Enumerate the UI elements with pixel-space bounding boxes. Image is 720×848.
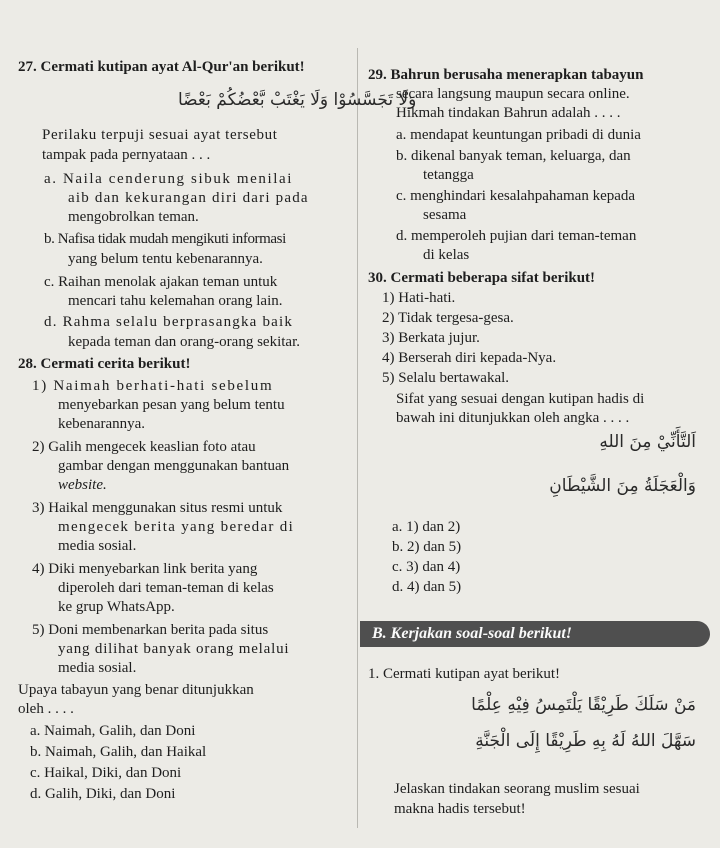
q28-option-b[interactable]: b. Naimah, Galih, dan Haikal bbox=[30, 744, 207, 760]
q27-prompt-line1: Perilaku terpuji sesuai ayat tersebut bbox=[42, 127, 278, 143]
q29-option-a[interactable]: a. mendapat keuntungan pribadi di dunia bbox=[396, 127, 641, 143]
b-q1-title: 1. Cermati kutipan ayat berikut! bbox=[368, 666, 561, 682]
q27-option-d-line2: kepada teman dan orang-orang sekitar. bbox=[68, 334, 300, 350]
q30-item-5: 5) Selalu bertawakal. bbox=[382, 370, 510, 386]
q29-line1: secara langsung maupun secara online. bbox=[396, 86, 630, 102]
q28-item-2-line2: gambar dengan menggunakan bantuan bbox=[58, 458, 290, 474]
q28-item-1: 1) Naimah berhati-hati sebelum bbox=[32, 378, 274, 394]
q28-item-5-line2: yang dilihat banyak orang melalui bbox=[58, 641, 290, 657]
q30-item-3: 3) Berkata jujur. bbox=[382, 330, 480, 346]
q30-title: 30. Cermati beberapa sifat berikut! bbox=[368, 270, 596, 286]
q29-line2: Hikmah tindakan Bahrun adalah . . . . bbox=[396, 105, 621, 121]
q29-title: 29. Bahrun berusaha menerapkan tabayun bbox=[368, 67, 644, 83]
q28-prompt-line1: Upaya tabayun yang benar ditunjukkan bbox=[18, 682, 254, 698]
q28-option-d[interactable]: d. Galih, Diki, dan Doni bbox=[30, 786, 176, 802]
q28-item-5-line3: media sosial. bbox=[58, 660, 137, 676]
q30-item-2: 2) Tidak tergesa-gesa. bbox=[382, 310, 514, 326]
q28-title: 28. Cermati cerita berikut! bbox=[18, 356, 191, 372]
q28-item-2: 2) Galih mengecek keaslian foto atau bbox=[32, 439, 256, 455]
q27-option-c[interactable]: c. Raihan menolak ajakan teman untuk bbox=[44, 274, 278, 290]
q28-item-3-line3: media sosial. bbox=[58, 538, 137, 554]
q30-item-4: 4) Berserah diri kepada-Nya. bbox=[382, 350, 557, 366]
q30-hadith-line1: اَلتَّأَنِّيْ مِنَ اللهِ bbox=[599, 432, 696, 452]
q30-prompt-line1: Sifat yang sesuai dengan kutipan hadis di bbox=[396, 391, 645, 407]
q28-option-c[interactable]: c. Haikal, Diki, dan Doni bbox=[30, 765, 182, 781]
q28-item-3-line2: mengecek berita yang beredar di bbox=[58, 519, 295, 535]
q29-option-d[interactable]: d. memperoleh pujian dari teman-teman bbox=[396, 228, 637, 244]
q28-prompt-line2: oleh . . . . bbox=[18, 701, 74, 717]
q30-option-b[interactable]: b. 2) dan 5) bbox=[392, 539, 462, 555]
column-divider bbox=[357, 48, 358, 828]
b-q1-hadith-line2: سَهَّلَ اللهُ لَهُ بِهِ طَرِيْقًا إِلَى الْجَنَّةِ bbox=[475, 731, 696, 751]
q30-option-a[interactable]: a. 1) dan 2) bbox=[392, 519, 461, 535]
q28-item-2-line3: website. bbox=[58, 477, 107, 493]
q29-option-c-line2: sesama bbox=[423, 207, 467, 223]
q28-item-5: 5) Doni membenarkan berita pada situs bbox=[32, 622, 269, 638]
q30-item-1: 1) Hati-hati. bbox=[382, 290, 456, 306]
q29-option-d-line2: di kelas bbox=[423, 247, 470, 263]
q27-option-c-line2: mencari tahu kelemahan orang lain. bbox=[68, 293, 283, 309]
b-q1-prompt-line1: Jelaskan tindakan seorang muslim sesuai bbox=[394, 781, 640, 797]
q27-option-b-line2: yang belum tentu kebenarannya. bbox=[68, 251, 263, 267]
q28-item-4: 4) Diki menyebarkan link berita yang bbox=[32, 561, 258, 577]
q27-arabic-verse: وَلَا تَجَسَّسُوْا وَلَا يَغْتَبْ بَّعْضُكُمْ بَعْضًا bbox=[178, 90, 417, 110]
q27-option-a-line2: aib dan kekurangan diri dari pada bbox=[68, 190, 309, 206]
q28-item-3: 3) Haikal menggunakan situs resmi untuk bbox=[32, 500, 283, 516]
q30-option-d[interactable]: d. 4) dan 5) bbox=[392, 579, 462, 595]
q29-option-c[interactable]: c. menghindari kesalahpahaman kepada bbox=[396, 188, 636, 204]
q28-item-4-line2: diperoleh dari teman-teman di kelas bbox=[58, 580, 274, 596]
q30-hadith-line2: وَالْعَجَلَةُ مِنَ الشَّيْطَانِ bbox=[549, 476, 696, 496]
q28-item-1-line2: menyebarkan pesan yang belum tentu bbox=[58, 397, 285, 413]
q30-prompt-line2: bawah ini ditunjukkan oleh angka . . . . bbox=[396, 410, 630, 426]
b-q1-hadith-line1: مَنْ سَلَكَ طَرِيْقًا يَلْتَمِسُ فِيْهِ عِلْمًا bbox=[471, 695, 696, 715]
q28-option-a[interactable]: a. Naimah, Galih, dan Doni bbox=[30, 723, 196, 739]
b-q1-prompt-line2: makna hadis tersebut! bbox=[394, 801, 526, 817]
q29-option-b[interactable]: b. dikenal banyak teman, keluarga, dan bbox=[396, 148, 631, 164]
q27-option-a-line3: mengobrolkan teman. bbox=[68, 209, 199, 225]
q29-option-b-line2: tetangga bbox=[423, 167, 474, 183]
q27-prompt-line2: tampak pada pernyataan . . . bbox=[42, 147, 211, 163]
section-b-heading: B. Kerjakan soal-soal berikut! bbox=[372, 625, 573, 642]
q28-item-1-line3: kebenarannya. bbox=[58, 416, 146, 432]
q27-option-b[interactable]: b. Nafisa tidak mudah mengikuti informasi bbox=[44, 231, 286, 247]
section-b-banner bbox=[360, 621, 710, 647]
q27-option-a[interactable]: a. Naila cenderung sibuk menilai bbox=[44, 171, 294, 187]
q28-item-4-line3: ke grup WhatsApp. bbox=[58, 599, 175, 615]
q30-option-c[interactable]: c. 3) dan 4) bbox=[392, 559, 461, 575]
q27-title: 27. Cermati kutipan ayat Al-Qur'an berikut! bbox=[18, 59, 305, 75]
q27-option-d[interactable]: d. Rahma selalu berprasangka baik bbox=[44, 314, 294, 330]
